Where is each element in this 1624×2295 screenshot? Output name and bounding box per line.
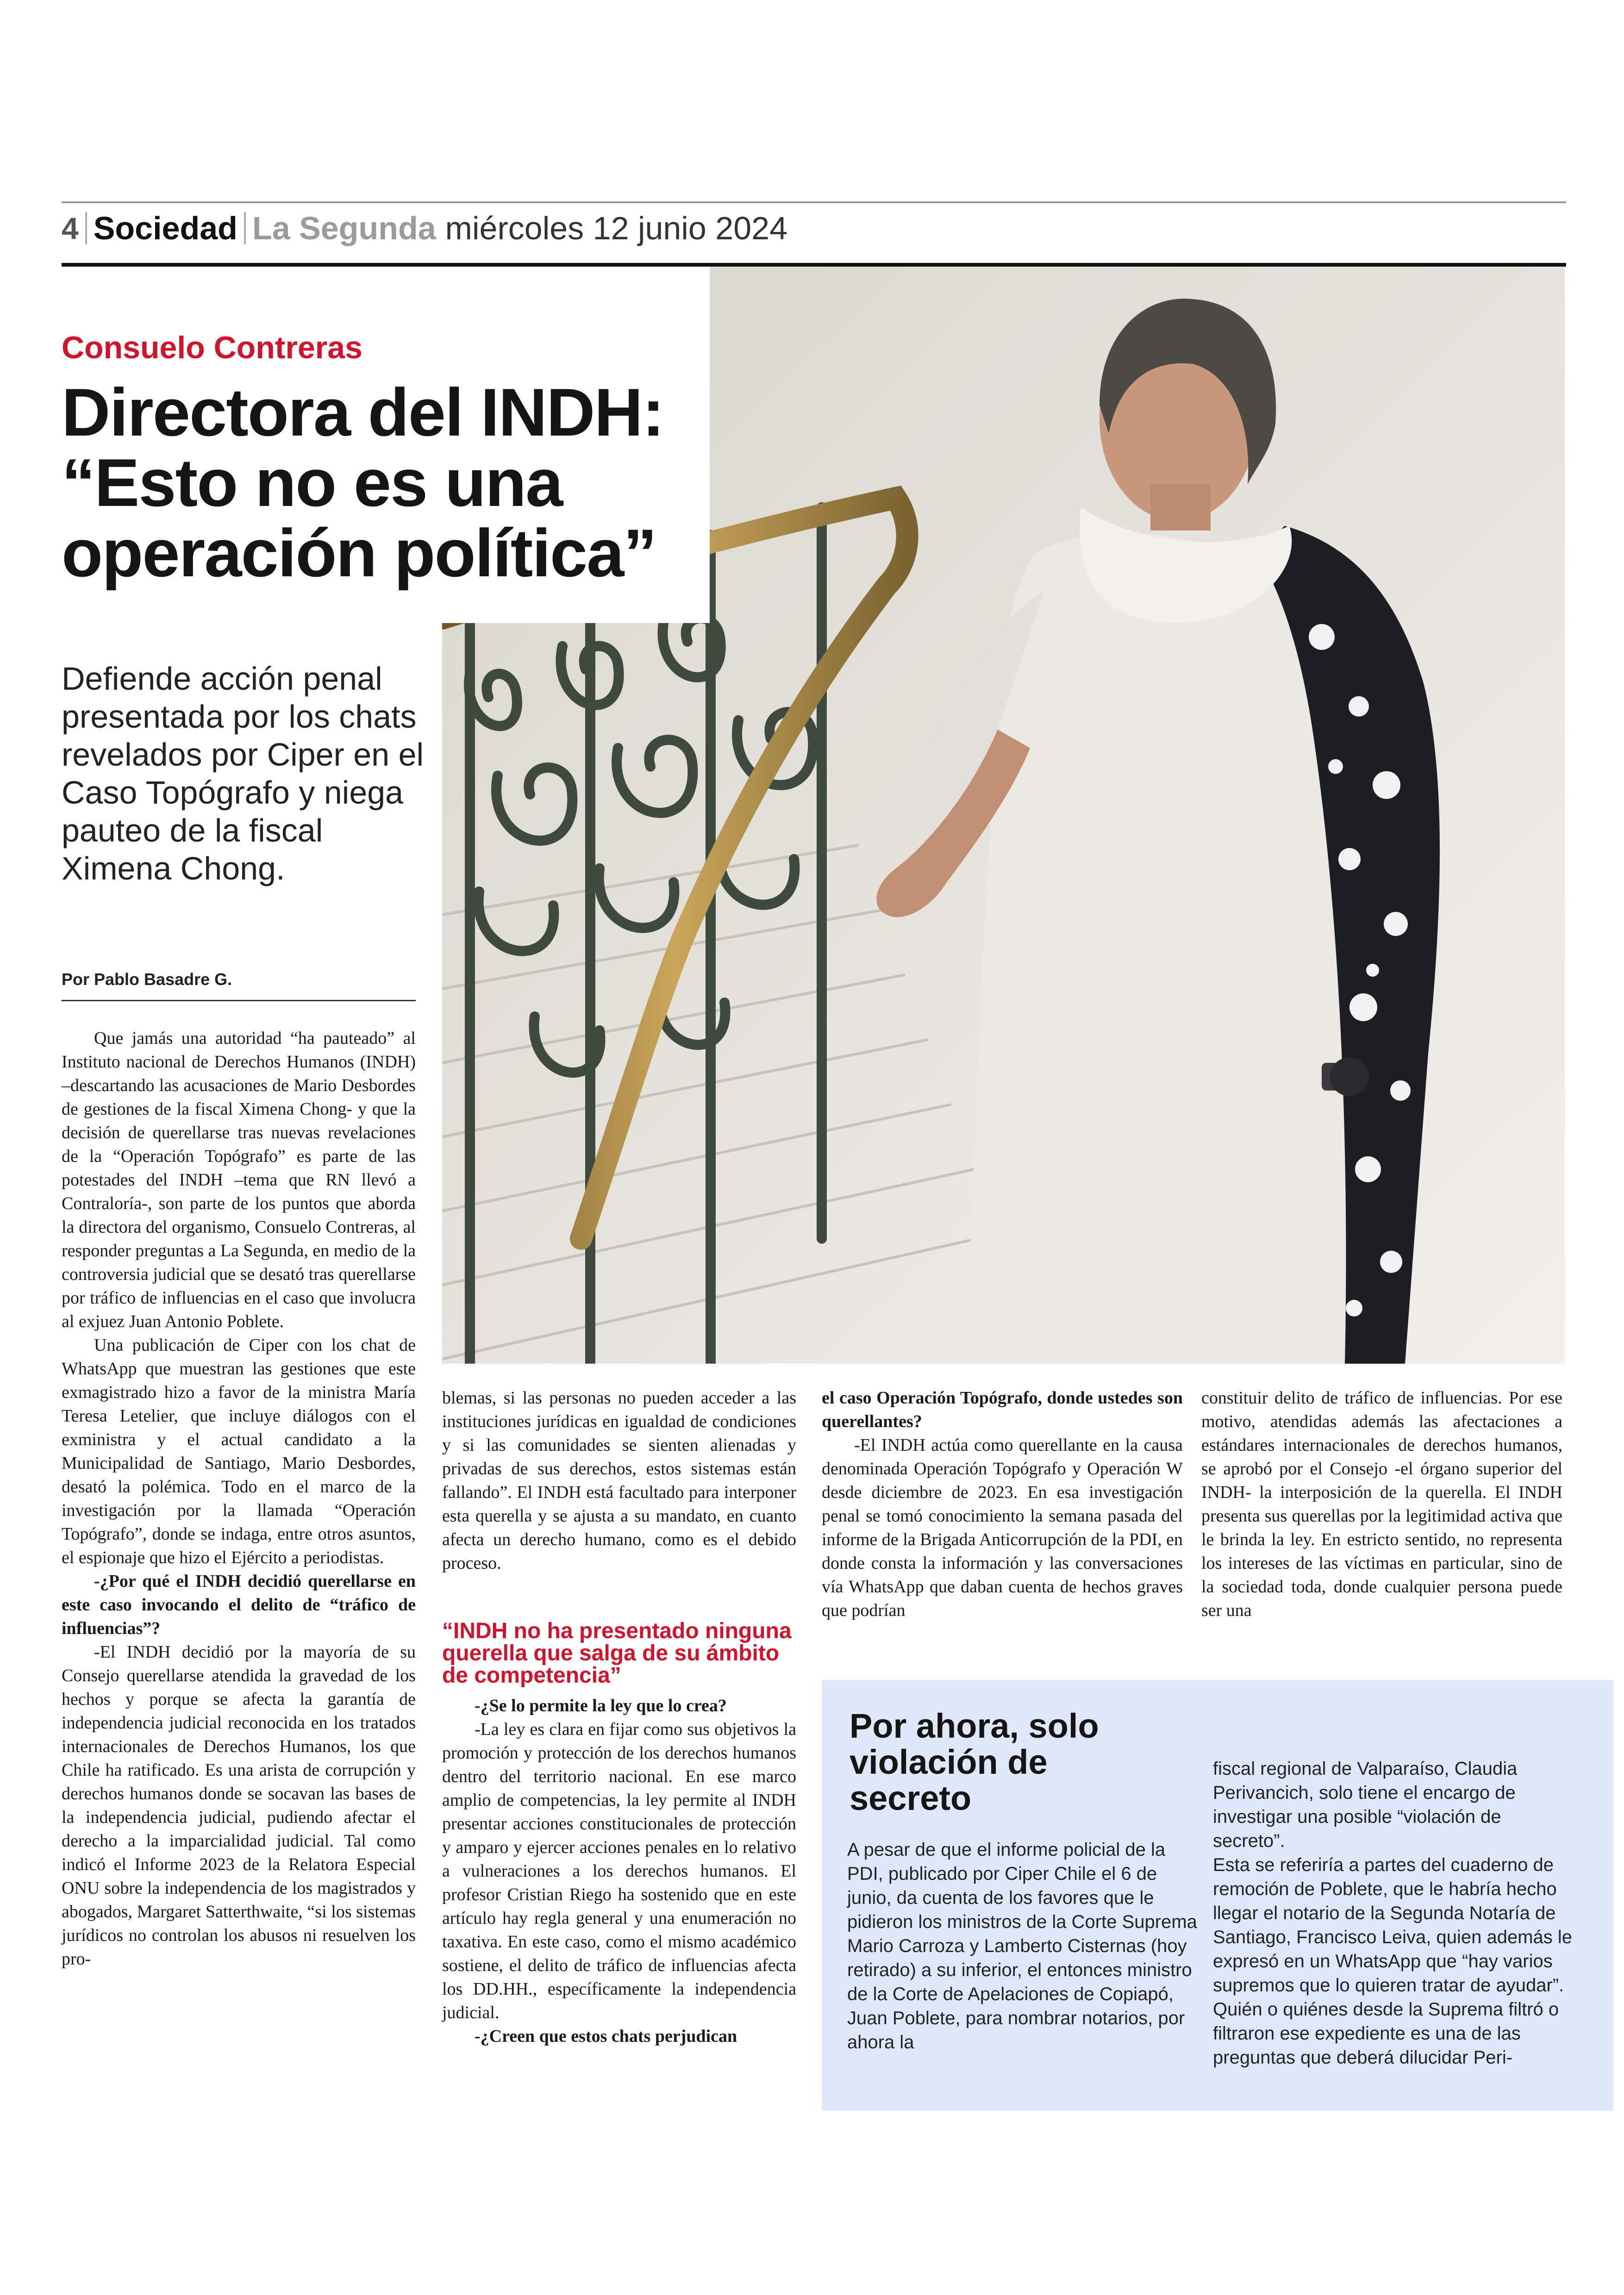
sidebar-title: Por ahora, solo violación de secreto	[849, 1707, 1099, 1817]
newspaper-name: La Segunda	[252, 210, 436, 246]
article-headline	[62, 374, 719, 591]
paragraph: -La ley es clara en fijar como sus objetivos la promoción y protección de los derechos humanos dentro del territorio nacional. En ese marco amplio de competencias, la ley permite al INDH presentar acciones constitucionales de protección y amparo y ejercer acciones penales en lo relativo a vulneraciones a los derechos humanos. El profesor Cristian Riego ha sostenido que en este artículo hay regla general y una enumeración no taxativa. En este caso, como el mismo académico sostiene, el delito de tráfico de influencias afecta los DD.HH., específicamente la independencia judicial.	[442, 1720, 796, 2022]
article-column-1	[62, 1027, 416, 1971]
sidebar-column-2	[1213, 1757, 1574, 2070]
paragraph: -El INDH actúa como querellante en la causa denominada Operación Topógrafo y Operación W desde diciembre de 2023. En esa investigación penal se tomó conocimiento la semana pasada del informe de la Brigada Anticorrupción de la PDI, en donde consta la información y las conversaciones vía WhatsApp que daban cuenta de hechos graves que podrían	[822, 1435, 1183, 1620]
paragraph: -El INDH decidió por la mayoría de su Consejo querellarse atendida la gravedad de los hechos y porque se afecta la garantía de independencia judicial reconocida en los tratados internacionales de Derechos Humanos, los que Chile ha ratificado. Es una arista de corrupción y derechos humanos donde se socavan las bases de la independencia judicial, pudiendo afectar el derecho a la imparcialidad judicial. Tal como indicó el Informe 2023 de la Relatora Especial ONU sobre la independencia de los magistrados y abogados, Margaret Satterthwaite, “si los sistemas jurídicos no controlan los abusos ni resuelven los pro-	[62, 1642, 416, 1969]
paragraph: fiscal regional de Valparaíso, Claudia Perivancich, solo tiene el encargo de investigar una posible “violación de secreto”.	[1213, 1759, 1518, 1851]
header-bottom-rule	[62, 263, 1566, 267]
interview-question: -¿Se lo permite la ley que lo crea?	[475, 1696, 727, 1715]
section-name: Sociedad	[93, 210, 237, 246]
interview-question: -¿Creen que estos chats perjudican	[475, 2027, 737, 2046]
article-deck: Defiende acción penal presentada por los chats revelados por Ciper en el Caso Topógrafo y niega pauteo de la fiscal Ximena Chong.	[62, 661, 424, 886]
article-kicker: Consuelo Contreras	[62, 330, 362, 365]
article-column-2-continued	[442, 1694, 796, 2048]
sidebar-column-1: A pesar de que el informe policial de la PDI, publicado por Ciper Chile el 6 de junio, da cuenta de los favores que le pidieron los ministros de la Corte Suprema Mario Carroza y Lamberto Cisternas (hoy retirado) a su inferior, el entonces ministro de la Corte de Apelaciones de Copiapó, Juan Poblete, para nombrar notarios, por ahora la	[847, 1840, 1197, 2052]
issue-date: miércoles 12 junio 2024	[445, 210, 788, 246]
article-column-3	[822, 1386, 1183, 1622]
headline-line: “Esto no es una	[62, 445, 562, 520]
header-top-rule	[62, 201, 1566, 203]
byline-rule	[62, 1000, 416, 1001]
interview-question: el caso Operación Topógrafo, donde ustedes son querellantes?	[822, 1388, 1183, 1431]
paragraph: blemas, si las personas no pueden acceder a las instituciones jurídicas en igualdad de condiciones y si las comunidades se sienten alienadas y privadas de sus derechos, estos sistemas están fallando”. El INDH está facultado para interponer esta querella y se ajusta a su mandato, en cuanto afecta un derecho humano, como es el debido proceso.	[442, 1388, 796, 1573]
byline: Por Pablo Basadre G.	[62, 970, 232, 989]
paragraph: Que jamás una autoridad “ha pauteado” al Instituto nacional de Derechos Humanos (INDH) –descartando las acusaciones de Mario Desbordes de gestiones de la fiscal Ximena Chong- y que la decisión de querellarse tras nuevas revelaciones de la “Operación Topógrafo” es parte de las potestades del INDH –tema que RN llevó a Contraloría-, son parte de los puntos que aborda la directora del organismo, Consuelo Contreras, al responder preguntas a La Segunda, en medio de la controversia judicial que se desató tras querellarse por tráfico de influencias en el caso que involucra al exjuez Juan Antonio Poblete.	[62, 1029, 416, 1331]
article-column-2	[442, 1386, 796, 1575]
article-column-4	[1201, 1386, 1562, 1622]
paragraph: constituir delito de tráfico de influencias. Por ese motivo, atendidas además las afectaciones a estándares internacionales de derechos humanos, se aprobó por el Consejo -el órgano superior del INDH- la interposición de la querella. El INDH presenta sus querellas por la legitimidad activa que le brinda la ley. En estricto sentido, no representa los intereses de las víctimas en particular, sino de la sociedad toda, donde cualquier persona puede ser una	[1201, 1388, 1562, 1620]
headline-line: Directora del INDH:	[62, 374, 664, 450]
page-header	[62, 207, 787, 249]
header-divider	[244, 212, 246, 244]
page-number: 4	[62, 211, 79, 245]
interview-question: -¿Por qué el INDH decidió querellarse en este caso invocando el delito de “tráfico de influencias”?	[62, 1572, 416, 1638]
pull-subhead: “INDH no ha presentado ninguna querella que salga de su ámbito de competencia”	[442, 1619, 792, 1688]
paragraph: Esta se referiría a partes del cuaderno de remoción de Poblete, que le habría hecho llegar el notario de la Segunda Notaría de Santiago, Francisco Leiva, quien además le expresó en un WhatsApp que “hay varios supremos que lo quieren tratar de ayudar”. Quién o quiénes desde la Suprema filtró o filtraron ese expediente es una de las preguntas que deberá dilucidar Peri-	[1213, 1855, 1573, 2068]
header-divider	[85, 212, 87, 244]
paragraph: Una publicación de Ciper con los chat de WhatsApp que muestran las gestiones que este exmagistrado hizo a favor de la ministra María Teresa Letelier, que incluye diálogos con el exministra y el actual candidato a la Municipalidad de Santiago, Mario Desbordes, desató la polémica. Todo en el marco de la investigación por la llamada “Operación Topógrafo”, donde se indaga, entre otros asuntos, el espionaje que hizo el Ejército a periodistas.	[62, 1335, 416, 1567]
headline-line: operación política”	[62, 515, 656, 591]
